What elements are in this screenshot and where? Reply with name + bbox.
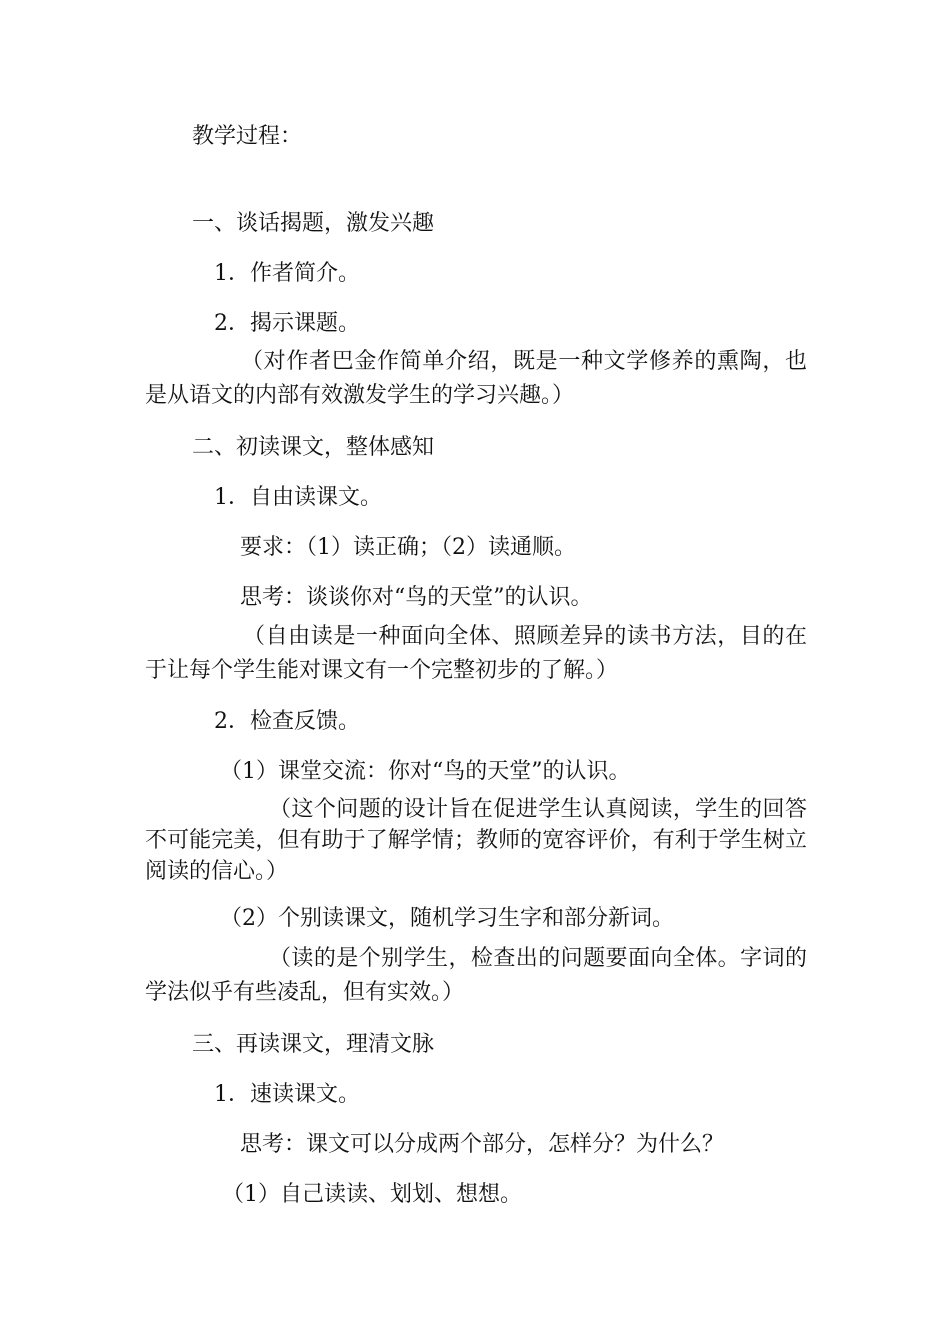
section-3-item-1: 1．速读课文。 xyxy=(214,1082,360,1107)
section-2-note-3: （读的是个别学生，检查出的问题要面向全体。字词的学法似乎有些凌乱，但有实效。） xyxy=(145,946,807,1005)
section-2-item-2: 2．检查反馈。 xyxy=(214,709,360,734)
section-2-title: 二、初读课文，整体感知 xyxy=(192,435,435,460)
section-3-title: 三、再读课文，理清文脉 xyxy=(192,1032,435,1057)
section-2-sub-2: （2）个别读课文，随机学习生字和部分新词。 xyxy=(220,906,674,931)
section-2-sub-1: （1）课堂交流：你对“鸟的天堂”的认识。 xyxy=(220,759,631,784)
heading-teaching-process: 教学过程： xyxy=(192,124,303,149)
section-1-note: （对作者巴金作简单介绍，既是一种文学修养的熏陶，也是从语文的内部有效激发学生的学习兴趣。） xyxy=(145,349,807,408)
section-1-title: 一、谈话揭题，激发兴趣 xyxy=(192,211,435,236)
section-2-item-1: 1．自由读课文。 xyxy=(214,485,382,510)
section-3-sub-1: （1）自己读读、划划、想想。 xyxy=(222,1182,522,1207)
section-2-note-2: （这个问题的设计旨在促进学生认真阅读，学生的回答不可能完美，但有助于了解学情；教师的宽容评价，有利于学生树立阅读的信心。） xyxy=(145,797,807,884)
section-2-thinking: 思考：谈谈你对“鸟的天堂”的认识。 xyxy=(240,585,593,610)
section-3-thinking: 思考：课文可以分成两个部分，怎样分？为什么？ xyxy=(240,1132,725,1157)
section-2-requirement: 要求：（1）读正确；（2）读通顺。 xyxy=(240,535,576,560)
section-1-item-2: 2．揭示课题。 xyxy=(214,311,360,336)
section-2-note-1: （自由读是一种面向全体、照顾差异的读书方法，目的在于让每个学生能对课文有一个完整初步的了解。） xyxy=(145,624,807,683)
section-1-item-1: 1．作者简介。 xyxy=(214,261,360,286)
